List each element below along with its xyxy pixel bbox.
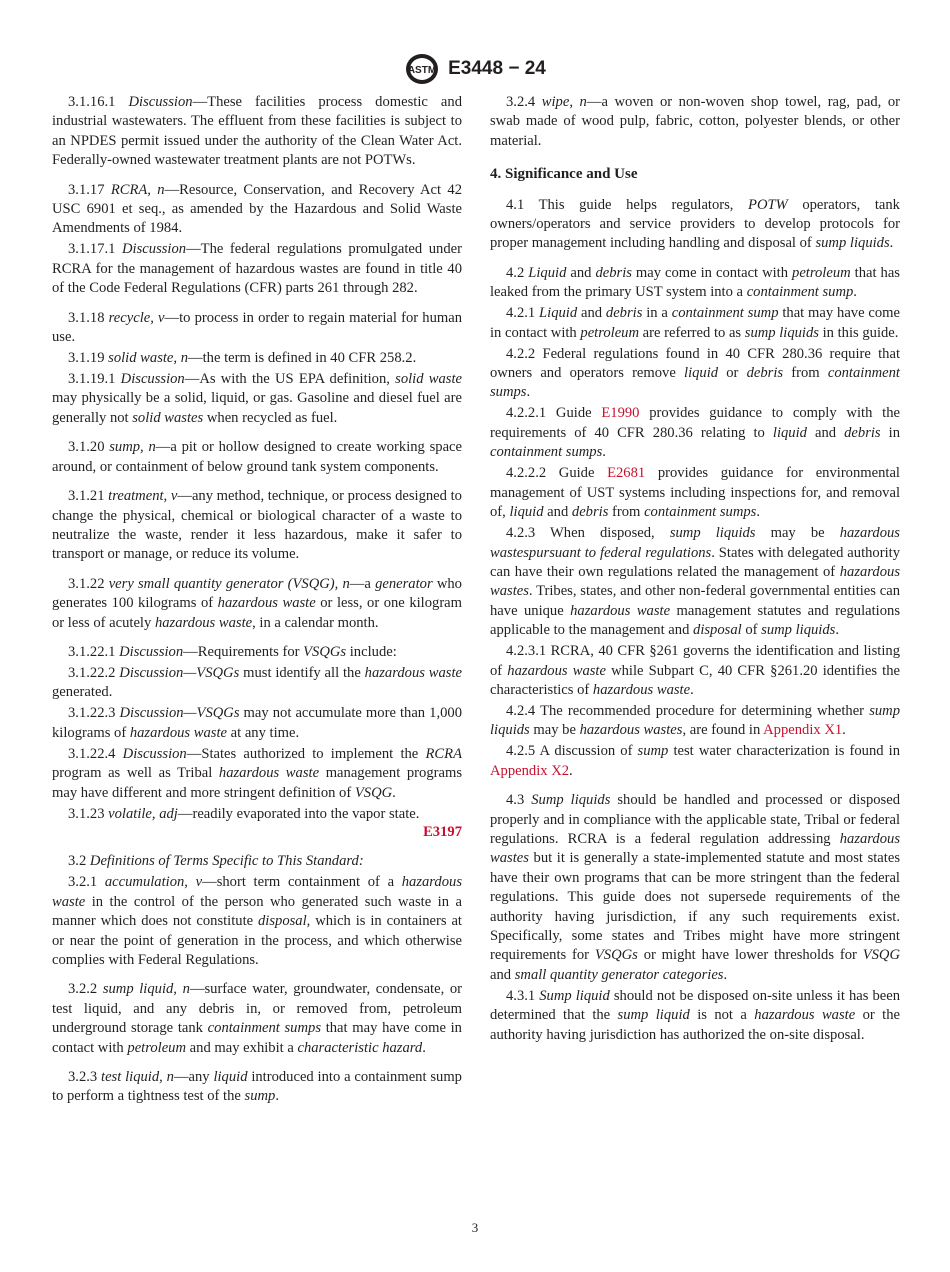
- right-column: [490, 93, 900, 1047]
- link-appendix-x2[interactable]: Appendix X2: [490, 762, 570, 779]
- paragraph: 3.2.1 accumulation, v—short term containment of a hazardous waste in the control of the person who generated such waste in a manner which does not constitute disposal, which is in containers at or near the point of generation in the process, and which otherwise complies with Federal Regulations.: [52, 874, 462, 968]
- paragraph: 3.1.22.2 Discussion—VSQGs must identify all the hazardous waste generated.: [52, 664, 462, 701]
- section-heading: 4. Significance and Use: [490, 166, 638, 183]
- reference-e3197[interactable]: E3197: [423, 823, 462, 840]
- paragraph: 4.3.1 Sump liquid should not be disposed on-site unless it has been determined that the sump liquid is not a hazardous waste or the authority having jurisdiction has authorized the on-site disposal.: [490, 987, 901, 1043]
- paragraph: 4.2.2 Federal regulations found in 40 CFR 280.36 require that owners and operators remove liquid or debris from containment sumps.: [490, 345, 900, 401]
- paragraph: 3.2.4 wipe, n—a woven or non-woven shop towel, rag, pad, or swab made of wood pulp, fabric, cotton, polyester blends, or other material.: [490, 94, 900, 149]
- paragraph: 3.1.16.1 Discussion—These facilities process domestic and industrial wastewaters. The effluent from these facilities is subject to an NPDES permit issued under the authority of the Clean Water Act. Federally-owned wastewater treatment plants are not POTWs.: [52, 94, 462, 169]
- paragraph: 3.1.19 solid waste, n—the term is defined in 40 CFR 258.2.: [68, 350, 417, 367]
- paragraph: 4.2.2.1 Guide E1990 provides guidance to comply with the requirements of 40 CFR 280.36 relating to liquid and debris in containment sumps.: [490, 405, 901, 461]
- left-column: [52, 93, 462, 1108]
- paragraph: 3.1.17 RCRA, n—Resource, Conservation, and Recovery Act 42 USC 6901 et seq., as amended by the Hazardous and Solid Waste Amendments of 1984.: [52, 181, 462, 237]
- paragraph: 3.1.18 recycle, v—to process in order to regain material for human use.: [52, 309, 463, 346]
- paragraph: 3.1.21 treatment, v—any method, technique, or process designed to change the physical, chemical or biological character of a waste to neutralize the waste, render it less hazardous, make it safer to transport or manage, or reduce its volume.: [52, 488, 462, 563]
- paragraph: 3.1.20 sump, n—a pit or hollow designed to create working space around, or containment of below ground tank system components.: [52, 439, 462, 475]
- paragraph: 3.2 Definitions of Terms Specific to This Standard:: [68, 853, 364, 870]
- paragraph: 3.1.22.1 Discussion—Requirements for VSQGs include:: [68, 643, 397, 660]
- document-id: E3448 − 24: [448, 58, 546, 79]
- paragraph: 3.2.3 test liquid, n—any liquid introduced into a containment sump to perform a tightness test of the sump.: [52, 1069, 462, 1105]
- paragraph: 3.1.22 very small quantity generator (VSQG), n—a generator who generates 100 kilograms of hazardous waste or less, or one kilogram or less of acutely hazardous waste, in a calendar month.: [52, 575, 463, 631]
- paragraph: 4.3 Sump liquids should be handled and processed or disposed properly and in compliance with the applicable state, Tribal or federal regulations. RCRA is a federal regulation addressing hazardous wastes but it is generally a state-implemented statute and most states have their own programs that can be more stringent than the federal regulations. This guide does not supersede requirements of the authority having jurisdiction, if any such requirements exist. Specifically, some states and Tribes might have more stringent requirements for VSQGs or might have lower thresholds for VSQG and small quantity generator categories.: [490, 792, 901, 983]
- paragraph: 3.1.22.4 Discussion—States authorized to implement the RCRA program as well as Tribal hazardous waste management programs may have different and more stringent definition of VSQG.: [52, 745, 462, 801]
- paragraph: 4.2.2.2 Guide E2681 provides guidance for environmental management of UST systems including inspections for, and removal of, liquid and debris from containment sumps.: [490, 465, 900, 521]
- paragraph: 3.2.2 sump liquid, n—surface water, groundwater, condensate, or test liquid, and any debris in, or removed from, petroleum underground storage tank containment sumps that may have come in contact with petroleum and may exhibit a characteristic hazard.: [52, 981, 462, 1056]
- paragraph: 4.2.5 A discussion of sump test water characterization is found in Appendix X2.: [490, 743, 901, 779]
- link-e2681[interactable]: E2681: [607, 465, 646, 482]
- paragraph: 3.1.19.1 Discussion—As with the US EPA definition, solid waste may physically be a solid, liquid, or gas. Gasoline and diesel fuel are generally not solid wastes when recycled as fuel.: [52, 371, 462, 426]
- paragraph: 3.1.22.3 Discussion—VSQGs may not accumulate more than 1,000 kilograms of hazardous waste at any time.: [52, 705, 462, 741]
- astm-logo-icon: [404, 52, 440, 86]
- paragraph: 4.1 This guide helps regulators, POTW operators, tank owners/operators and service providers to develop protocols for proper management including handling and disposal of sump liquids.: [490, 196, 900, 252]
- paragraph: 4.2.1 Liquid and debris in a containment sump that may have come in contact with petroleum are referred to as sump liquids in this guide.: [490, 305, 901, 341]
- page-number: 3: [471, 1220, 479, 1235]
- paragraph: 4.2.3 When disposed, sump liquids may be hazardous wastespursuant to federal regulations. States with delegated authority can have their own regulations related the management of hazardous wastes. Tribes, states, and other non-federal governmental entities can have unique hazardous waste management statutes and regulations applicable to the management and disposal of sump liquids.: [490, 525, 901, 639]
- svg-text:ASTM: ASTM: [407, 65, 437, 76]
- page-header: [0, 52, 950, 86]
- paragraph: 3.1.17.1 Discussion—The federal regulations promulgated under RCRA for the management of hazardous wastes are found in title 40 of the Code Federal Regulations (CFR) parts 261 through 282.: [52, 241, 462, 297]
- paragraph: 4.2 Liquid and debris may come in contact with petroleum that has leaked from the primary UST system into a containment sump.: [490, 264, 900, 301]
- link-e1990[interactable]: E1990: [601, 405, 640, 422]
- paragraph: 3.1.23 volatile, adj—readily evaporated into the vapor state.: [68, 805, 420, 822]
- link-appendix-x1[interactable]: Appendix X1: [763, 722, 843, 739]
- paragraph: 4.2.4 The recommended procedure for determining whether sump liquids may be hazardous wastes, are found in Appendix X1.: [490, 702, 900, 739]
- paragraph: 4.2.3.1 RCRA, 40 CFR §261 governs the identification and listing of hazardous waste while Subpart C, 40 CFR §261.20 identifies the characteristics of hazardous waste.: [490, 643, 900, 698]
